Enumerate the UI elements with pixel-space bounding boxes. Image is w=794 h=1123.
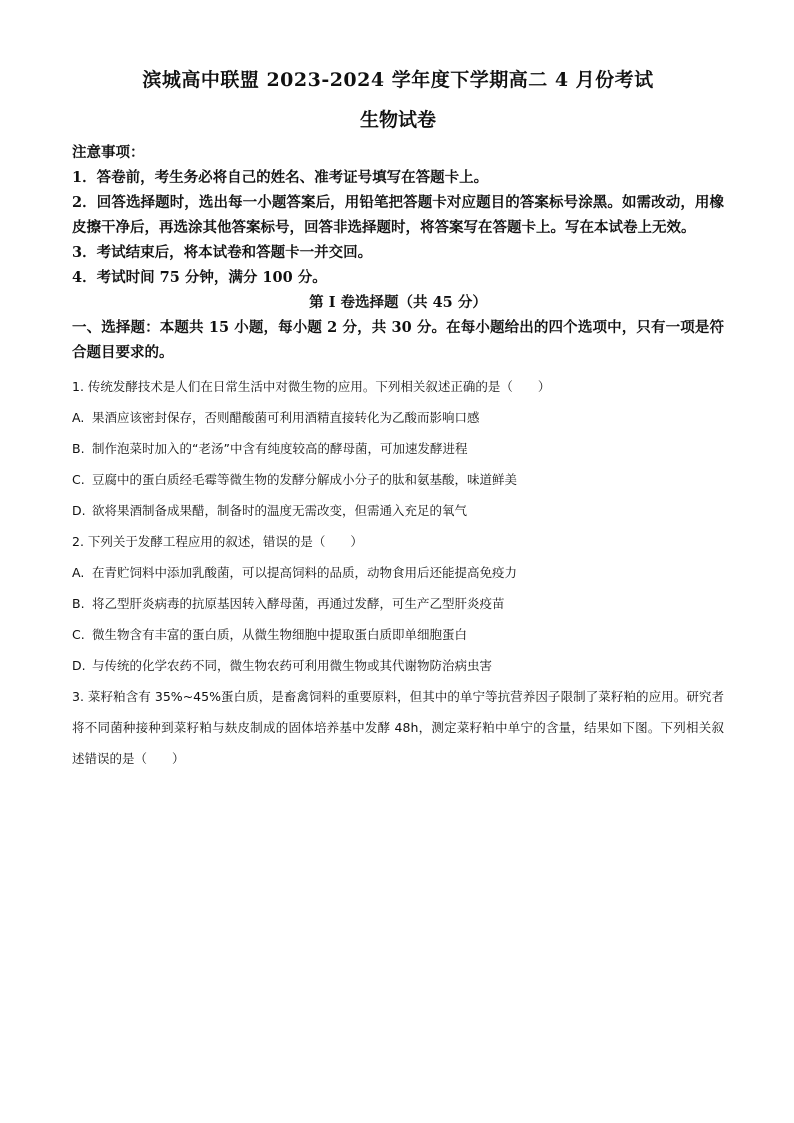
exam-subtitle: 生物试卷 (359, 109, 436, 131)
option-a (72, 557, 724, 588)
option-letter: A. (72, 565, 85, 580)
option-text: 微生物含有丰富的蛋白质，从微生物细胞中提取蛋白质即单细胞蛋白 (92, 627, 468, 642)
option-d (72, 495, 724, 526)
exam-page (72, 62, 724, 774)
option-b (72, 433, 724, 464)
notice-item: 4．考试时间 75 分钟，满分 100 分。 (72, 269, 327, 286)
option-text: 与传统的化学农药不同，微生物农药可利用微生物或其代谢物防治病虫害 (92, 658, 493, 673)
option-text: 在青贮饲料中添加乳酸菌，可以提高饲料的品质，动物食用后还能提高免疫力 (92, 565, 518, 580)
question-stem: 3. 菜籽粕含有 35%~45%蛋白质，是畜禽饲料的重要原料，但其中的单宁等抗营养因子限制了菜籽粕的应用。研究者将不同菌种接种到菜籽粕与麸皮制成的固体培养基中发酵 48h，测定菜籽粕中单宁的含量，结果如下图。下列相关叙述错误的是（ ） (72, 689, 724, 766)
notice-item: 3．考试结束后，将本试卷和答题卡一并交回。 (72, 244, 373, 261)
question-2 (72, 526, 724, 681)
question-1 (72, 371, 724, 526)
option-letter: C. (72, 627, 85, 642)
option-b (72, 588, 724, 619)
option-c (72, 619, 724, 650)
question-3 (72, 681, 724, 774)
option-letter: D. (72, 503, 86, 518)
option-text: 将乙型肝炎病毒的抗原基因转入酵母菌，再通过发酵，可生产乙型肝炎疫苗 (92, 596, 505, 611)
option-text: 果酒应该密封保存，否则醋酸菌可利用酒精直接转化为乙酸而影响口感 (92, 410, 480, 425)
option-text: 欲将果酒制备成果醋，制备时的温度无需改变，但需通入充足的氧气 (92, 503, 468, 518)
notice-heading: 注意事项： (72, 144, 145, 161)
option-c (72, 464, 724, 495)
question-stem: 2. 下列关于发酵工程应用的叙述，错误的是（ ） (72, 534, 363, 549)
option-letter: C. (72, 472, 85, 487)
option-text: 豆腐中的蛋白质经毛霉等微生物的发酵分解成小分子的肽和氨基酸，味道鲜美 (92, 472, 518, 487)
option-text: 制作泡菜时加入的“老汤”中含有纯度较高的酵母菌，可加速发酵进程 (92, 441, 468, 456)
question-stem: 1. 传统发酵技术是人们在日常生活中对微生物的应用。下列相关叙述正确的是（ ） (72, 379, 551, 394)
exam-title: 滨城高中联盟 2023-2024 学年度下学期高二 4 月份考试 (142, 69, 654, 91)
section-title: 第 I 卷选择题（共 45 分） (309, 294, 487, 311)
option-letter: D. (72, 658, 86, 673)
section-instructions: 一、选择题：本题共 15 小题，每小题 2 分，共 30 分。在每小题给出的四个选项中，只有一项是符合题目要求的。 (72, 319, 724, 361)
option-letter: B. (72, 596, 85, 611)
notice-item: 1．答卷前，考生务必将自己的姓名、准考证号填写在答题卡上。 (72, 169, 489, 186)
option-a (72, 402, 724, 433)
option-letter: A. (72, 410, 85, 425)
notice-block (72, 140, 724, 290)
option-letter: B. (72, 441, 85, 456)
option-d (72, 650, 724, 681)
notice-item: 2．回答选择题时，选出每一小题答案后，用铅笔把答题卡对应题目的答案标号涂黑。如需改动，用橡皮擦干净后，再选涂其他答案标号，回答非选择题时，将答案写在答题卡上。写在本试卷上无效。 (72, 194, 724, 236)
